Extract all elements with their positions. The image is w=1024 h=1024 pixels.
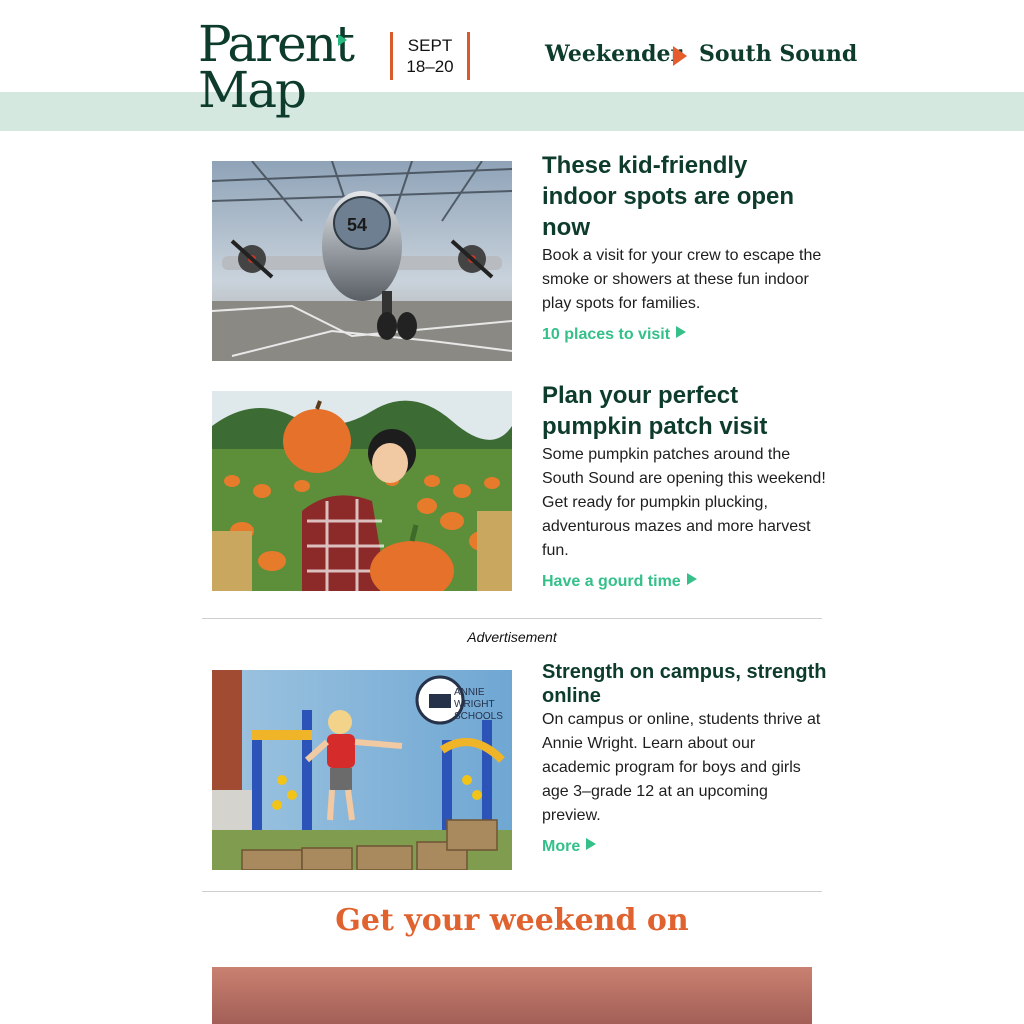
divider <box>202 618 822 619</box>
ad-image[interactable] <box>212 670 512 870</box>
article-2 <box>542 380 827 591</box>
article-image-pumpkin[interactable] <box>212 391 512 591</box>
playground-photo <box>212 670 512 870</box>
cta-label: 10 places to visit <box>542 326 671 343</box>
logo-line-1: Parent <box>198 15 353 73</box>
ad-title[interactable]: Strength on campus, strength online <box>542 661 827 707</box>
svg-text:54: 54 <box>347 215 368 235</box>
date-range <box>390 32 470 80</box>
play-arrow-icon <box>586 838 596 850</box>
ad-cta-link[interactable] <box>542 838 596 856</box>
logo-line-2: Map <box>198 61 306 119</box>
ad-content <box>542 660 827 856</box>
article-title[interactable]: These kid-friendly indoor spots are open now <box>542 152 795 241</box>
article-1 <box>542 150 827 344</box>
date-days: 18–20 <box>406 57 454 76</box>
edition-name: Weekender <box>545 41 683 67</box>
section-heading: Get your weekend on <box>335 903 689 938</box>
article-cta-link[interactable] <box>542 573 697 591</box>
cta-label: Have a gourd time <box>542 573 681 590</box>
play-arrow-icon <box>673 46 687 66</box>
article-image-airplane[interactable] <box>212 161 512 361</box>
ad-description: On campus or online, students thrive at Annie Wright. Learn about our academic program for boys and girls age 3–grade 12 at an upcoming preview. <box>542 711 821 824</box>
ad-logo-line-2: WRIGHT <box>454 699 495 710</box>
ad-logo-line-3: SCHOOLS <box>454 711 503 722</box>
advertisement-label: Advertisement <box>467 629 557 645</box>
article-description: Book a visit for your crew to escape the smoke or showers at these fun indoor play spots for families. <box>542 247 822 312</box>
cta-label: More <box>542 838 581 855</box>
region-name: South Sound <box>699 41 858 67</box>
header-band <box>0 92 1024 131</box>
parentmap-logo[interactable] <box>198 16 358 124</box>
article-description: Some pumpkin patches around the South Sound are opening this weekend! Get ready for pumpkin plucking, adventurous mazes and more harvest fun. <box>542 446 826 559</box>
article-cta-link[interactable] <box>542 326 686 344</box>
sunset-photo <box>212 967 812 1024</box>
ad-logo-line-1: ANNIE <box>454 687 485 698</box>
featured-image[interactable] <box>212 967 812 1024</box>
article-title[interactable]: Plan your perfect pumpkin patch visit <box>542 382 768 440</box>
pumpkin-photo <box>212 391 512 591</box>
play-arrow-icon <box>687 573 697 585</box>
date-month: SEPT <box>407 36 453 55</box>
play-arrow-icon <box>676 326 686 338</box>
airplane-photo <box>212 161 512 361</box>
logo-triangle-icon <box>338 34 347 46</box>
divider <box>202 891 822 892</box>
